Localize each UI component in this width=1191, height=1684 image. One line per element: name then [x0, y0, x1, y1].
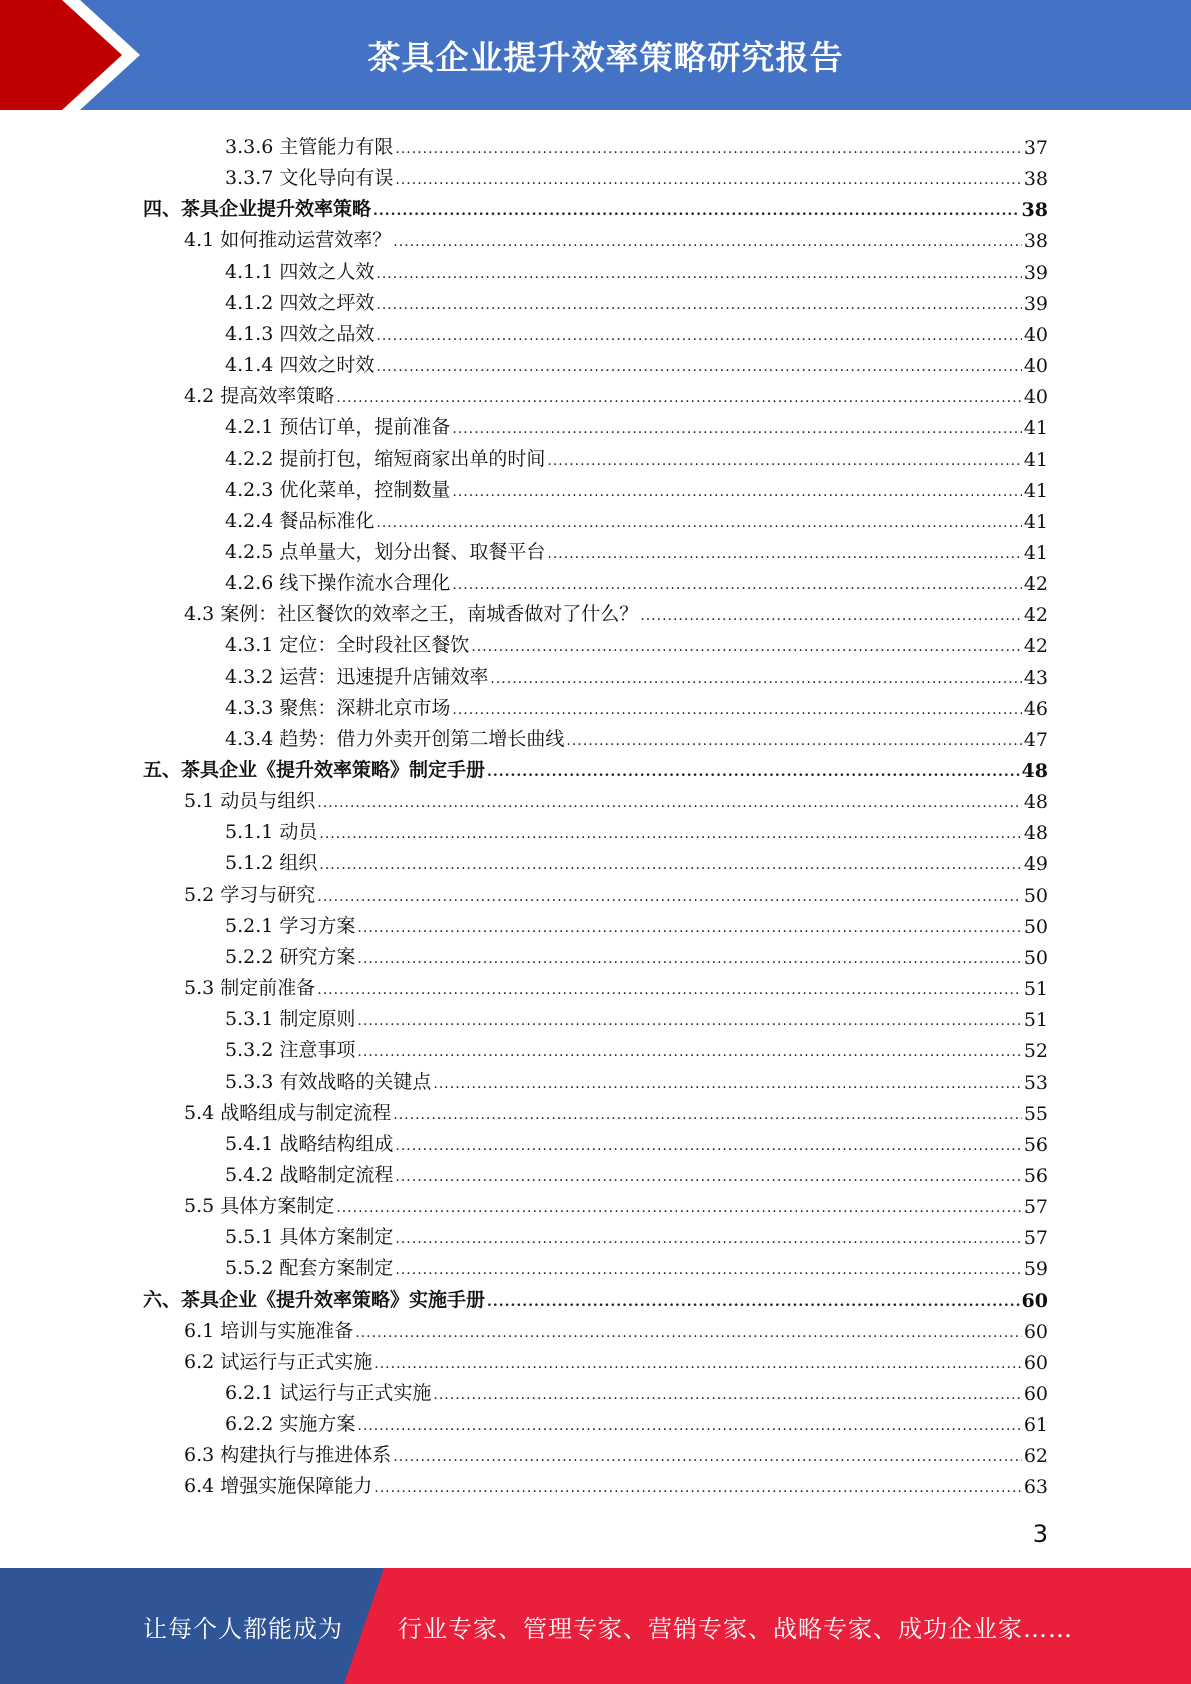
toc-entry-page: 38: [1021, 199, 1048, 222]
toc-entry-label: 4.3.4 趋势：借力外卖开创第二增长曲线: [225, 727, 565, 750]
toc-entry-page: 42: [1023, 573, 1048, 596]
toc-entry-label: 4.3.2 运营：迅速提升店铺效率: [225, 665, 489, 688]
toc-entry-page: 55: [1023, 1102, 1048, 1125]
toc-leader-dots: [395, 1138, 1021, 1156]
toc-leader-dots: [317, 982, 1022, 1000]
toc-entry-page: 39: [1023, 292, 1048, 315]
toc-leader-dots: [395, 1169, 1021, 1187]
toc-leader-dots: [452, 484, 1021, 502]
toc-entry-page: 59: [1023, 1258, 1048, 1281]
toc-leader-dots: [452, 577, 1021, 595]
toc-entry-page: 50: [1023, 915, 1048, 938]
toc-entry[interactable]: [225, 159, 1048, 190]
toc-entry[interactable]: [225, 502, 1048, 533]
toc-entry[interactable]: [225, 440, 1048, 471]
toc-entry-label: 6.1 培训与实施准备: [184, 1319, 354, 1342]
toc-leader-dots: [336, 1200, 1022, 1218]
toc-entry-label: 5.4.1 战略结构组成: [225, 1132, 394, 1155]
toc-leader-dots: [376, 266, 1021, 284]
toc-leader-dots: [547, 453, 1021, 471]
toc-leader-dots: [357, 920, 1021, 938]
toc-entry-page: 47: [1023, 728, 1048, 751]
toc-entry-label: 6.2 试运行与正式实施: [184, 1350, 373, 1373]
toc-entry-label: 6.2.1 试运行与正式实施: [225, 1382, 432, 1404]
toc-entry-page: 61: [1023, 1414, 1048, 1437]
toc-entry[interactable]: [225, 907, 1048, 938]
toc-leader-dots: [393, 1449, 1022, 1467]
toc-entry-page: 56: [1023, 1164, 1048, 1187]
toc-leader-dots: [490, 671, 1021, 689]
toc-leader-dots: [376, 359, 1021, 377]
toc-leader-dots: [317, 795, 1022, 813]
toc-entry[interactable]: [184, 1467, 1048, 1498]
toc-entry[interactable]: [225, 1374, 1048, 1405]
toc-entry[interactable]: [225, 315, 1048, 346]
toc-entry-label: 4.2.2 提前打包，缩短商家出单的时间: [225, 447, 546, 470]
toc-entry[interactable]: [225, 1405, 1048, 1436]
toc-entry[interactable]: [225, 938, 1048, 969]
toc-entry-page: 62: [1023, 1445, 1048, 1468]
toc-entry[interactable]: [143, 1281, 1048, 1312]
toc-entry-label: 4.1 如何推动运营效率？: [184, 229, 392, 252]
toc-entry[interactable]: [184, 782, 1048, 813]
toc-entry-page: 50: [1023, 884, 1048, 907]
toc-leader-dots: [452, 702, 1021, 720]
toc-entry-label: 4.2.3 优化菜单，控制数量: [225, 478, 451, 501]
toc-leader-dots: [487, 764, 1020, 782]
toc-entry[interactable]: [225, 1249, 1048, 1280]
toc-entry-page: 51: [1023, 978, 1048, 1001]
toc-entry-page: 42: [1023, 635, 1048, 658]
toc-entry-label: 6.3 构建执行与推进体系: [184, 1444, 392, 1467]
toc-entry-label: 5.5.2 配套方案制定: [225, 1257, 394, 1280]
toc-entry-page: 41: [1023, 510, 1048, 533]
toc-entry[interactable]: [225, 658, 1048, 689]
toc-entry-label: 4.3 案例：社区餐饮的效率之王，南城香做对了什么？: [184, 603, 639, 626]
toc-entry-label: 3.3.7 文化导向有误: [225, 167, 394, 190]
toc-entry-page: 40: [1023, 355, 1048, 378]
toc-entry[interactable]: [225, 128, 1048, 159]
toc-entry[interactable]: [225, 1031, 1048, 1062]
toc-leader-dots: [395, 1231, 1021, 1249]
toc-entry[interactable]: [184, 876, 1048, 907]
toc-entry[interactable]: [225, 689, 1048, 720]
toc-leader-dots: [393, 1107, 1022, 1125]
toc-entry-page: 41: [1023, 541, 1048, 564]
toc-leader-dots: [374, 1356, 1022, 1374]
toc-entry-label: 5.4.2 战略制定流程: [225, 1163, 394, 1186]
toc-leader-dots: [566, 733, 1021, 751]
toc-entry[interactable]: [184, 595, 1048, 626]
toc-entry-page: 50: [1023, 946, 1048, 969]
toc-entry-page: 41: [1023, 417, 1048, 440]
toc-entry-page: 56: [1023, 1133, 1048, 1156]
toc-entry-label: 4.3.3 聚焦：深耕北京市场: [225, 696, 451, 719]
toc-entry[interactable]: [225, 1063, 1048, 1094]
toc-entry-page: 41: [1023, 479, 1048, 502]
toc-entry-page: 41: [1023, 448, 1048, 471]
toc-entry[interactable]: [184, 1343, 1048, 1374]
toc-entry[interactable]: [184, 1312, 1048, 1343]
toc-entry-page: 37: [1023, 137, 1048, 159]
toc-entry[interactable]: [225, 720, 1048, 751]
toc-entry[interactable]: [184, 221, 1048, 252]
toc-entry-label: 六、茶具企业《提升效率策略》实施手册: [143, 1288, 486, 1311]
page-number: 3: [1032, 1520, 1048, 1548]
toc-entry-label: 5.2 学习与研究: [184, 883, 316, 906]
toc-entry-page: 57: [1023, 1196, 1048, 1219]
toc-entry[interactable]: [143, 751, 1048, 782]
toc-leader-dots: [376, 297, 1021, 315]
toc-leader-dots: [357, 1044, 1021, 1062]
toc-entry-page: 63: [1023, 1476, 1048, 1499]
toc-entry[interactable]: [225, 408, 1048, 439]
toc-entry-page: 48: [1023, 791, 1048, 814]
toc-entry-label: 五、茶具企业《提升效率策略》制定手册: [143, 759, 486, 781]
toc-leader-dots: [547, 546, 1021, 564]
toc-leader-dots: [355, 1325, 1022, 1343]
toc-entry-page: 60: [1023, 1351, 1048, 1374]
toc-entry-page: 60: [1023, 1383, 1048, 1405]
page-footer: [0, 1568, 1191, 1684]
toc-leader-dots: [640, 608, 1022, 626]
toc-entry-label: 6.4 增强实施保障能力: [184, 1475, 373, 1498]
toc-entry-page: 38: [1023, 230, 1048, 253]
toc-entry-page: 46: [1023, 697, 1048, 720]
toc-entry[interactable]: [225, 471, 1048, 502]
toc-entry[interactable]: [184, 969, 1048, 1000]
toc-leader-dots: [373, 203, 1020, 221]
toc-entry[interactable]: [184, 377, 1048, 408]
toc-entry-page: 48: [1023, 822, 1048, 845]
toc-entry-label: 4.1.1 四效之人效: [225, 260, 375, 283]
toc-entry[interactable]: [184, 1436, 1048, 1467]
header-chevron-icon: [0, 0, 150, 110]
toc-entry[interactable]: [143, 190, 1048, 221]
toc-leader-dots: [395, 141, 1021, 159]
toc-entry-label: 4.2.4 餐品标准化: [225, 509, 375, 532]
toc-leader-dots: [374, 1480, 1022, 1498]
toc-entry-page: 40: [1023, 323, 1048, 346]
toc-entry-page: 60: [1023, 1320, 1048, 1343]
toc-entry-page: 52: [1023, 1040, 1048, 1063]
toc-entry-label: 5.3.1 制定原则: [225, 1008, 356, 1031]
toc-entry-page: 42: [1023, 604, 1048, 627]
toc-leader-dots: [452, 421, 1021, 439]
toc-entry-page: 53: [1023, 1071, 1048, 1094]
toc-entry[interactable]: [184, 1187, 1048, 1218]
toc-entry-label: 3.3.6 主管能力有限: [225, 136, 394, 158]
toc-entry[interactable]: [225, 346, 1048, 377]
toc-leader-dots: [471, 639, 1021, 657]
toc-leader-dots: [336, 390, 1022, 408]
toc-entry-label: 5.3 制定前准备: [184, 977, 316, 1000]
toc-entry-page: 60: [1021, 1289, 1048, 1312]
toc-entry[interactable]: [225, 813, 1048, 844]
toc-entry-page: 51: [1023, 1009, 1048, 1032]
toc-entry-label: 5.5 具体方案制定: [184, 1195, 335, 1218]
toc-leader-dots: [395, 172, 1021, 190]
toc-leader-dots: [487, 1294, 1020, 1312]
toc-entry-label: 4.3.1 定位：全时段社区餐饮: [225, 634, 470, 657]
footer-slogan-right: 行业专家、管理专家、营销专家、战略专家、成功企业家……: [398, 1614, 1073, 1643]
toc-leader-dots: [319, 857, 1021, 875]
toc-entry-label: 6.2.2 实施方案: [225, 1413, 356, 1436]
toc-entry[interactable]: [225, 1156, 1048, 1187]
toc-entry-label: 四、茶具企业提升效率策略: [143, 198, 372, 221]
toc-entry-label: 4.2 提高效率策略: [184, 385, 335, 408]
toc-entry-label: 5.1 动员与组织: [184, 790, 316, 813]
toc-entry-label: 5.4 战略组成与制定流程: [184, 1101, 392, 1124]
toc-entry[interactable]: [225, 1000, 1048, 1031]
toc-entry-page: 40: [1023, 386, 1048, 409]
toc-entry-label: 5.1.2 组织: [225, 852, 318, 875]
toc-entry[interactable]: [225, 253, 1048, 284]
footer-slogan-left: 让每个人都能成为: [143, 1614, 343, 1643]
toc-entry-label: 4.2.5 点单量大，划分出餐、取餐平台: [225, 540, 546, 563]
toc-entry[interactable]: [225, 626, 1048, 657]
toc-entry-label: 5.3.3 有效战略的关键点: [225, 1070, 432, 1093]
toc-entry[interactable]: [225, 844, 1048, 875]
toc-entry-page: 57: [1023, 1227, 1048, 1250]
toc-leader-dots: [319, 826, 1021, 844]
toc-entry-label: 5.2.2 研究方案: [225, 945, 356, 968]
toc-entry-label: 4.1.2 四效之坪效: [225, 291, 375, 314]
toc-leader-dots: [433, 1076, 1021, 1094]
toc-entry[interactable]: [225, 1125, 1048, 1156]
toc-entry-label: 4.2.6 线下操作流水合理化: [225, 572, 451, 595]
toc-entry-label: 5.5.1 具体方案制定: [225, 1226, 394, 1249]
page-header: [0, 0, 1191, 110]
toc-entry[interactable]: [225, 1218, 1048, 1249]
toc-entry[interactable]: [225, 284, 1048, 315]
toc-entry-page: 38: [1023, 168, 1048, 191]
toc-entry[interactable]: [225, 564, 1048, 595]
toc-leader-dots: [395, 1262, 1021, 1280]
toc-entry-page: 43: [1023, 666, 1048, 689]
toc-entry[interactable]: [184, 1094, 1048, 1125]
toc-entry-page: 39: [1023, 261, 1048, 284]
toc-entry-label: 5.1.1 动员: [225, 821, 318, 844]
toc-leader-dots: [433, 1387, 1021, 1405]
toc-leader-dots: [376, 328, 1021, 346]
toc-entry-label: 5.2.1 学习方案: [225, 914, 356, 937]
toc-entry-page: 49: [1023, 853, 1048, 876]
toc-leader-dots: [317, 889, 1022, 907]
toc-leader-dots: [357, 1418, 1021, 1436]
toc-leader-dots: [357, 1013, 1021, 1031]
toc-entry-label: 4.2.1 预估订单，提前准备: [225, 416, 451, 439]
toc-entry-page: 48: [1021, 760, 1048, 782]
toc-entry-label: 4.1.4 四效之时效: [225, 354, 375, 377]
toc-leader-dots: [376, 515, 1021, 533]
toc-entry[interactable]: [225, 533, 1048, 564]
document-title: 茶具企业提升效率策略研究报告: [367, 37, 844, 77]
toc-leader-dots: [357, 951, 1021, 969]
toc-entry-label: 4.1.3 四效之品效: [225, 322, 375, 345]
toc-leader-dots: [393, 234, 1022, 252]
toc-entry-label: 5.3.2 注意事项: [225, 1039, 356, 1062]
